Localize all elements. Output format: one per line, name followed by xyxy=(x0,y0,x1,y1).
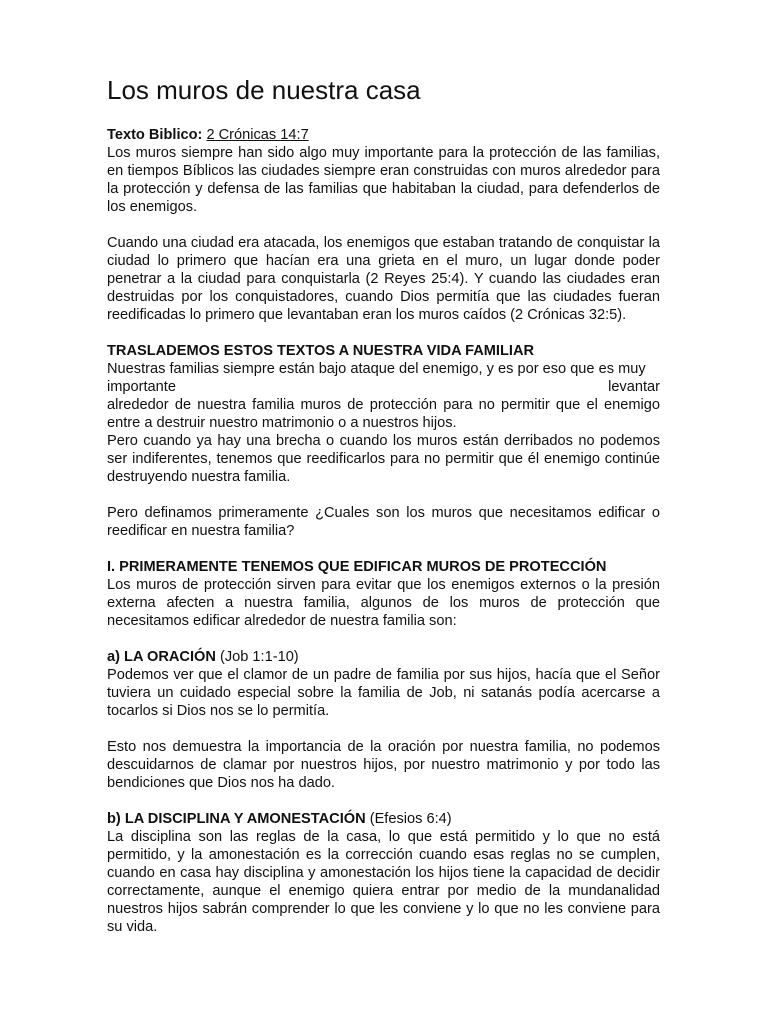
oracion-heading: a) LA ORACIÓN xyxy=(107,649,216,665)
disciplina-ref: (Efesios 6:4) xyxy=(369,811,452,827)
document-page xyxy=(107,74,660,936)
familiar-line-2 xyxy=(107,378,660,396)
texto-biblico-label: Texto Biblico: xyxy=(107,127,203,143)
intro-paragraph-2: Cuando una ciudad era atacada, los enemigos que estaban tratando de conquistar la ciudad lo primero que hacían era una grieta en el muro, un lugar donde poder penetrar a la ciudad para conquistarla (2 Reyes 25:4). Y cuando las ciudades eran destruidas por los conquistadores, cuando Dios permitía que las ciudades fueran reedificadas lo primero que levantaban eran los muros caídos (2 Crónicas 32:5). xyxy=(107,235,660,323)
section-proteccion-heading: I. PRIMERAMENTE TENEMOS QUE EDIFICAR MUROS DE PROTECCIÓN xyxy=(107,559,607,575)
oracion-paragraph-2: Esto nos demuestra la importancia de la oración por nuestra familia, no podemos descuidarnos de clamar por nuestros hijos, por nuestro matrimonio y por todo las bendiciones que Dios nos ha dado. xyxy=(107,739,660,791)
disciplina-paragraph: La disciplina son las reglas de la casa, lo que está permitido y lo que no está permitido, y la amonestación es la corrección cuando esas reglas no se cumplen, cuando en casa hay disciplina y amonestación los hijos tiene la capacidad de decidir correctamente, aunque el enemigo quiera entrar por medio de la mundanalidad nuestros hijos sabrán comprender lo que les conviene y lo que no les conviene para su vida. xyxy=(107,829,660,935)
oracion-paragraph-1: Podemos ver que el clamor de un padre de familia por sus hijos, hacía que el Señor tuviera un cuidado especial sobre la familia de Job, ni satanás podía acercarse a tocarlos si Dios nos se lo permitía. xyxy=(107,667,660,719)
familiar-line-3: alrededor de nuestra familia muros de protección para no permitir que el enemigo entre a destruir nuestro matrimonio o a nuestros hijos. xyxy=(107,397,660,431)
familiar-line-2-left: importante xyxy=(107,379,176,395)
page-title: Los muros de nuestra casa xyxy=(107,75,421,105)
proteccion-paragraph: Los muros de protección sirven para evitar que los enemigos externos o la presión externa afecten a nuestra familia, algunos de los muros de protección que necesitamos edificar alrededor de nuestra familia son: xyxy=(107,577,660,629)
disciplina-heading-line xyxy=(107,810,660,828)
texto-biblico-line xyxy=(107,126,660,144)
intro-paragraph-1: Los muros siempre han sido algo muy importante para la protección de las familias, en tiempos Bíblicos las ciudades siempre eran construidas con muros alrededor para la protección y defensa de las familias que habitaban la ciudad, para defenderlos de los enemigos. xyxy=(107,145,660,215)
oracion-ref: (Job 1:1-10) xyxy=(219,649,299,665)
texto-biblico-ref[interactable]: 2 Crónicas 14:7 xyxy=(206,127,309,143)
familiar-line-2-right: levantar xyxy=(608,379,660,395)
oracion-heading-line xyxy=(107,648,660,666)
familiar-paragraph-2: Pero cuando ya hay una brecha o cuando los muros están derribados no podemos ser indiferentes, tenemos que reedificarlos para no permitir que él enemigo continúe destruyendo nuestra familia. xyxy=(107,433,660,485)
familiar-paragraph-3: Pero definamos primeramente ¿Cuales son los muros que necesitamos edificar o reedificar en nuestra familia? xyxy=(107,505,660,539)
disciplina-heading: b) LA DISCIPLINA Y AMONESTACIÓN xyxy=(107,811,366,827)
familiar-line-1: Nuestras familias siempre están bajo ataque del enemigo, y es por eso que es muy xyxy=(107,361,646,377)
section-familiar-heading: TRASLADEMOS ESTOS TEXTOS A NUESTRA VIDA FAMILIAR xyxy=(107,343,535,359)
